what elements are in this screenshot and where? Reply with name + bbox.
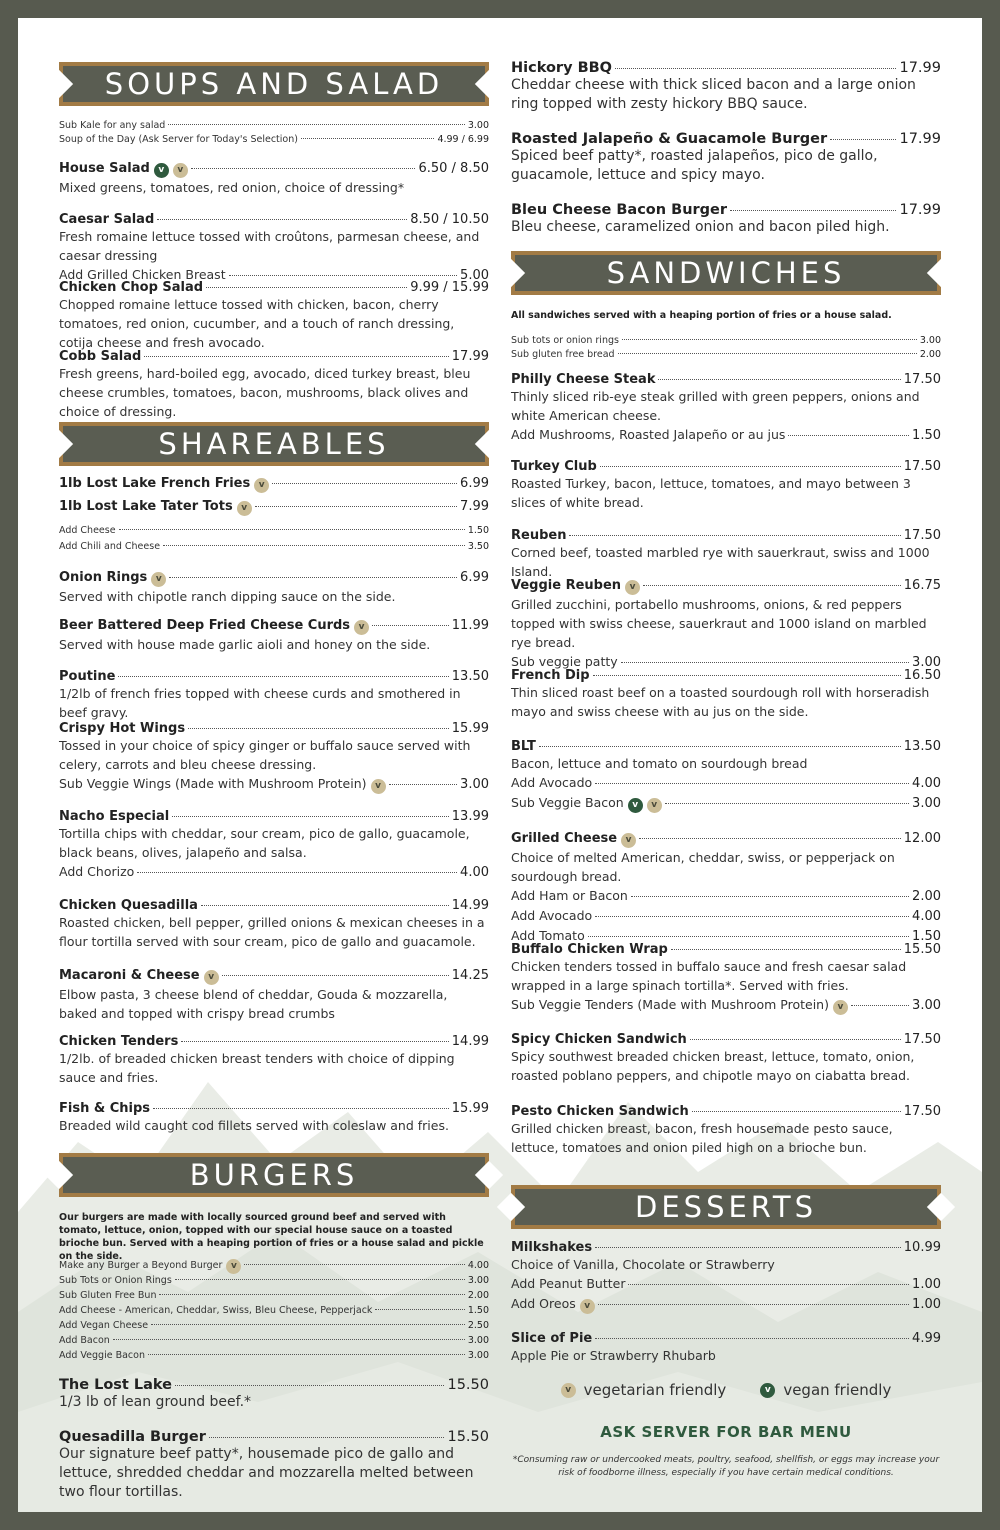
chicken-quesadilla: Chicken Quesadilla 14.99 Roasted chicken, bell pepper, grilled onions & mexican cheeses in a flour tortilla served with sour cream, pico de gallo and guacamole. <box>59 898 489 949</box>
vegetarian-icon: v <box>254 478 269 493</box>
burger-sub-beyond: Make any Burger a Beyond Burger v 4.00 <box>59 1258 489 1274</box>
hickory-bbq: Hickory BBQ 17.99 Cheddar cheese with thick sliced bacon and a large onion ring topped with zesty hickory BBQ sauce. <box>511 60 941 112</box>
spicy-chicken-sandwich: Spicy Chicken Sandwich 17.50 Spicy southwest breaded chicken breast, lettuce, tomato, onion, roasted poblano peppers, and chipotle mayo on ciabatta bread. <box>511 1032 941 1083</box>
french-fries: 1lb Lost Lake French Fries v 6.99 <box>59 476 489 491</box>
mac-and-cheese: Macaroni & Cheese v 14.25 Elbow pasta, 3 cheese blend of cheddar, Gouda & mozzarella, baked and topped with crispy bread crumbs <box>59 968 489 1021</box>
the-lost-lake: The Lost Lake 15.50 1/3 lb of lean ground beef.* <box>59 1377 489 1410</box>
milkshakes: Milkshakes 10.99 Choice of Vanilla, Chocolate or Strawberry Add Peanut Butter 1.00 Add Oreos v 1.00 <box>511 1240 941 1312</box>
vegetarian-icon: v <box>647 798 662 813</box>
vegetarian-icon: v <box>580 1299 595 1314</box>
burger-sub-gf: Sub Gluten Free Bun 2.00 <box>59 1290 489 1301</box>
burger-add-bacon: Add Bacon 3.00 <box>59 1335 489 1346</box>
burger-add-cheese: Add Cheese - American, Cheddar, Swiss, Bleu Cheese, Pepperjack 1.50 <box>59 1305 489 1316</box>
cobb-salad: Cobb Salad 17.99 Fresh greens, hard-boiled egg, avocado, diced turkey breast, bleu cheese crumbles, tomatoes, bacon, mushrooms, black olives and choice of dressing. <box>59 349 489 419</box>
vegetarian-icon: v <box>371 779 386 794</box>
bar-menu-note: ASK SERVER FOR BAR MENU <box>600 1423 852 1441</box>
burger-add-vegan-cheese: Add Vegan Cheese 2.50 <box>59 1320 489 1331</box>
vegetarian-icon: v <box>561 1383 576 1398</box>
vegetarian-icon: v <box>226 1259 241 1274</box>
dietary-legend <box>511 1381 941 1399</box>
vegan-icon: v <box>760 1383 775 1398</box>
blt: BLT 13.50 Bacon, lettuce and tomato on sourdough bread Add Avocado 4.00 Sub Veggie Bacon v v 3.00 <box>511 739 941 811</box>
grilled-cheese: Grilled Cheese v 12.00 Choice of melted American, cheddar, swiss, or pepperjack on sourdough bread. Add Ham or Bacon 2.00 Add Avocado 4.00 Add Tomato 1.50 <box>511 831 941 944</box>
reuben: Reuben 17.50 Corned beef, toasted marbled rye with sauerkraut, swiss and 1000 Island. <box>511 528 941 579</box>
nacho-especial: Nacho Especial 13.99 Tortilla chips with cheddar, sour cream, pico de gallo, guacamole, black beans, olives, jalapeño and salsa. Add Chorizo 4.00 <box>59 809 489 880</box>
burger-add-veggie-bacon: Add Veggie Bacon 3.00 <box>59 1350 489 1361</box>
burgers-intro: Our burgers are made with locally sourced ground beef and served with tomato, lettuce, onion, topped with our special house sauce on a toasted brioche bun. Served with a heaping portion of fries or a house salad and pickle on the side. <box>59 1212 484 1262</box>
veggie-reuben: Veggie Reuben v 16.75 Grilled zucchini, portabello mushrooms, onions, & red peppers topped with swiss cheese, sauerkraut and 1000 island on marbled rye bread. Sub veggie patty 3.00 <box>511 578 941 670</box>
buffalo-chicken-wrap: Buffalo Chicken Wrap 15.50 Chicken tenders tossed in buffalo sauce and fresh caesar salad wrapped in a large spinach tortilla*. Served with fries. Sub Veggie Tenders (Made with Mushroom Protein) v 3.00 <box>511 942 941 1013</box>
chicken-tenders: Chicken Tenders 14.99 1/2lb. of breaded chicken breast tenders with choice of dipping sauce and fries. <box>59 1034 489 1085</box>
sandwiches-banner: SANDWICHES <box>511 251 941 295</box>
vegetarian-icon: v <box>151 572 166 587</box>
onion-rings: Onion Rings v 6.99 Served with chipotle ranch dipping sauce on the side. <box>59 570 489 604</box>
vegetarian-icon: v <box>237 501 252 516</box>
vegetarian-icon: v <box>204 970 219 985</box>
burgers-banner: BURGERS <box>59 1153 489 1197</box>
add-chili-cheese: Add Chili and Cheese 3.50 <box>59 541 489 552</box>
turkey-club: Turkey Club 17.50 Roasted Turkey, bacon, lettuce, tomatoes, and mayo between 3 slices of white bread. <box>511 459 941 510</box>
tater-tots: 1lb Lost Lake Tater Tots v 7.99 <box>59 499 489 514</box>
chicken-chop-salad: Chicken Chop Salad 9.99 / 15.99 Chopped romaine lettuce tossed with chicken, bacon, cherry tomatoes, red onion, cucumber, and a touch of ranch dressing, cotija cheese and fresh avocado. <box>59 280 489 350</box>
caesar-salad: Caesar Salad 8.50 / 10.50 Fresh romaine lettuce tossed with croûtons, parmesan cheese, and caesar dressing Add Grilled Chicken Breast 5.00 <box>59 212 489 283</box>
vegetarian-icon: v <box>621 833 636 848</box>
vegan-icon: v <box>154 163 169 178</box>
slice-of-pie: Slice of Pie 4.99 Apple Pie or Strawberry Rhubarb <box>511 1331 941 1363</box>
pesto-chicken-sandwich: Pesto Chicken Sandwich 17.50 Grilled chicken breast, bacon, fresh housemade pesto sauce, lettuce, tomatoes and onion piled high on a brioche bun. <box>511 1104 941 1155</box>
desserts-banner: DESSERTS <box>511 1185 941 1229</box>
jalapeno-guacamole-burger: Roasted Jalapeño & Guacamole Burger 17.99 Spiced beef patty*, roasted jalapeños, pico de gallo, guacamole, lettuce and spicy mayo. <box>511 131 941 183</box>
philly-cheese-steak: Philly Cheese Steak 17.50 Thinly sliced rib-eye steak grilled with green peppers, onions and white American cheese. Add Mushrooms, Roasted Jalapeño or au jus 1.50 <box>511 372 941 443</box>
fish-and-chips: Fish & Chips 15.99 Breaded wild caught cod fillets served with coleslaw and fries. <box>59 1101 489 1133</box>
vegetarian-icon: v <box>173 163 188 178</box>
sandwiches-intro: All sandwiches served with a heaping portion of fries or a house salad. <box>511 310 892 321</box>
cheese-curds: Beer Battered Deep Fried Cheese Curds v 11.99 Served with house made garlic aioli and honey on the side. <box>59 618 489 652</box>
menu-page <box>18 18 982 1512</box>
vegan-icon: v <box>628 798 643 813</box>
house-salad: House Salad v v 6.50 / 8.50 Mixed greens, tomatoes, red onion, choice of dressing* <box>59 161 489 195</box>
sub-gluten-free-bread: Sub gluten free bread 2.00 <box>511 349 941 360</box>
vegetarian-icon: v <box>354 620 369 635</box>
vegetarian-icon: v <box>625 580 640 595</box>
poutine: Poutine 13.50 1/2lb of french fries topped with cheese curds and smothered in beef gravy. <box>59 669 489 720</box>
quesadilla-burger: Quesadilla Burger 15.50 Our signature beef patty*, housemade pico de gallo and lettuce, shredded cheddar and mozzarella melted between two flour tortillas. <box>59 1429 489 1500</box>
crispy-hot-wings: Crispy Hot Wings 15.99 Tossed in your choice of spicy ginger or buffalo sauce served with celery, carrots and bleu cheese dressing. Sub Veggie Wings (Made with Mushroom Protein) v 3.00 <box>59 721 489 792</box>
legend-vegan: v vegan friendly <box>760 1381 891 1399</box>
burger-sub-tots: Sub Tots or Onion Rings 3.00 <box>59 1275 489 1286</box>
soup-of-day: Soup of the Day (Ask Server for Today's Selection) 4.99 / 6.99 <box>59 134 489 145</box>
shareables-banner: SHAREABLES <box>59 422 489 466</box>
sub-tots-rings: Sub tots or onion rings 3.00 <box>511 335 941 346</box>
add-cheese: Add Cheese 1.50 <box>59 525 489 536</box>
food-safety-disclaimer: *Consuming raw or undercooked meats, poultry, seafood, shellfish, or eggs may increase your risk of foodborne illness, especially if you have certain medical conditions. <box>512 1455 940 1478</box>
bleu-cheese-bacon-burger: Bleu Cheese Bacon Burger 17.99 Bleu cheese, caramelized onion and bacon piled high. <box>511 202 941 235</box>
sub-kale: Sub Kale for any salad 3.00 <box>59 120 489 131</box>
legend-vegetarian: v vegetarian friendly <box>561 1381 727 1399</box>
soups-banner: SOUPS AND SALAD <box>59 62 489 106</box>
vegetarian-icon: v <box>833 1000 848 1015</box>
french-dip: French Dip 16.50 Thin sliced roast beef on a toasted sourdough roll with horseradish mayo and swiss cheese with au jus on the side. <box>511 668 941 719</box>
